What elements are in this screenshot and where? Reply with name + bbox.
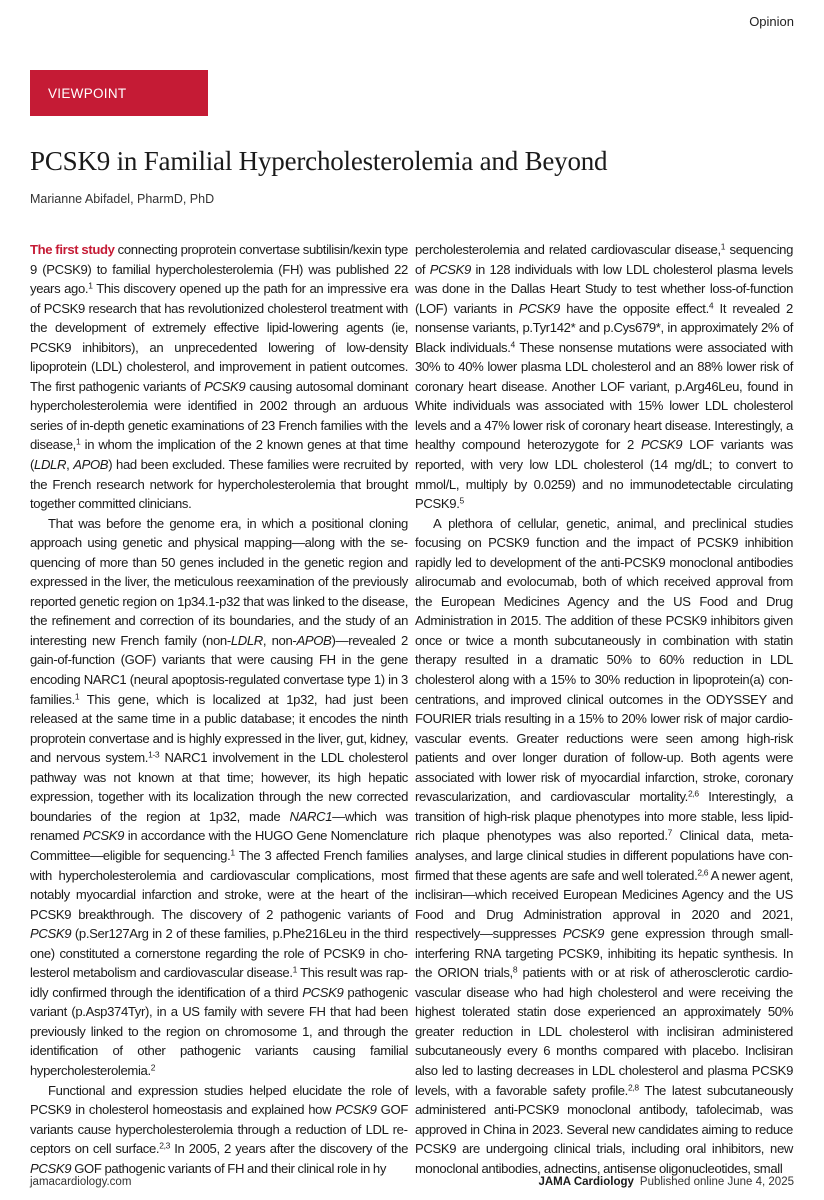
body-paragraph-1: The first study connecting proprotein convertase subtilisin/kexin type 9 (PCSK9) to familial hypercholesterolemia (FH) was published 22 years ago.$^1$ This discovery opened up the path for an impressive era of PCSK9 research that has revolutionized cholesterol treatment with the development of extremely effective lipid-lowering agents (ie, PCSK9 inhibitors), an unprecedented lowering of low-density lipoprotein (LDL) cholesterol, and improvement in patient outcomes. The first pathogenic variants of PCSK9 causing autosomal dominant hypercholesterolemia were identified in 2002 through an arduous series of in-depth genetic examinations of 23 French families with the disease,$^1$ in whom the implication of the 2 known genes at that time (LDLR, APOB) had been excluded. These families were recruited by the French research network for hypercholesterolemia that brought together committed clinicians. xyxy=(30,242,409,512)
body-paragraph-2: That was before the genome era, in which a positional cloning approach using genetic and physical mapping—along with the sequencing of more than 50 genes included in the genetic region and expressed in the liver, the meticulous reexamination of the previously reported genetic region on 1p34.1-p32 that was linked to the disease, the refinement and correction of its boundaries, and the study of an interesting new French family (non-LDLR, non-APOB)—revealed 2 gain-of-function (GOF) variants that were causing FH in the gene encoding NARC1 (neural apoptosis-regulated convertase type 1) in 3 families.$^1$ This gene, which is localized at 1p32, had just been released at the same time in a public database; it encodes the ninth proprotein convertase and is highly expressed in the liver, gut, kidney, and nervous system.$^{1-3}$ NARC1 involvement in the LDL cholesterol pathway was not known at that time; however, its high hepatic expression, together with its localization through the new corrected boundaries of the region at 1p32, made NARC1—which was renamed PCSK9 in accordance with the HUGO Gene Nomenclature Committee—eligible for sequencing.$^1$ The 3 affected French families with hypercholesterolemia and cardiovascular complications, most notably myocardial infarction and stroke, were at the heart of the PCSK9 breakthrough. The discovery of 2 pathogenic variants of PCSK9 (p.Ser127Arg in 2 of these families, p.Phe216Leu in the third one) constituted a cornerstone regarding the role of PCSK9 in cholesterol metabolism and cardiovascular disease.$^1$ This result was rapidly confirmed through the identification of a third PCSK9 pathogenic variant (p.Asp374Tyr), in a US family with severe FH that had been previously linked to the region on chromosome 1, and through the identification of other pathogenic variants causing familial hypercholesterolemia.$^2$ xyxy=(30,515,408,1078)
body-paragraph-4: A plethora of cellular, genetic, animal, and preclinical studies focusing on PCSK9 function and the impact of PCSK9 inhibition rapidly led to development of the anti-PCSK9 monoclonal antibodies alirocumab and evolocumab, both of which received approval from the European Medicines Agency and the US Food and Drug Administration in 2015. The addition of these PCSK9 inhibitors given once or twice a month subcutaneously in combination with statin therapy resulted in a dramatic 50% to 60% reduction in LDL cholesterol along with a 15% to 30% reduction in lipoprotein(a) concentrations, and improved clinical outcomes in the ODYSSEY and FOURIER trials resulting in a 15% to 20% lower risk of major cardiovascular events. Greater reductions were seen among high-risk patients and over longer duration of follow-up. Both agents were associated with lower risk of myocardial infarction, stroke, coronary revascularization, and cardiovascular mortality.$^{2,6}$ Interestingly, a transition of high-risk plaque phenotypes into more stable, less lipid-rich plaque phenotypes was also reported.$^7$ Clinical data, meta-analyses, and large clinical studies in different populations have confirmed that these agents are safe and well tolerated.$^{2,6}$ A newer agent, inclisiran—which received European Medicines Agency and the US Food and Drug Administration approval in 2020 and 2021, respectively—suppresses PCSK9 gene expression through small-interfering RNA targeting PCSK9, inhibiting its hepatic synthesis. In the ORION trials,$^8$ patients with or at risk of atherosclerotic cardiovascular disease who had high cholesterol and were receiving the highest tolerated statin dose experienced an approximately 50% greater reduction in LDL cholesterol with inclisiran administered subcutaneously every 6 months compared with placebo. Inclisiran also led to lasting decreases in LDL cholesterol and plasma PCSK9 levels, with a favorable safety profile.$^{2,8}$ The latest subcutaneously administered anti-PCSK9 monoclonal antibody, tafolecimab, was approved in China in 2023. Several new candidates aiming to reduce PCSK9 are undergoing clinical trials, including oral inhibitors, new monoclonal antibodies, adnectins, antisense oligonucleotides, small xyxy=(415,515,794,1176)
footer-website: jamacardiology.com xyxy=(30,1176,132,1188)
body-paragraph-3-continued: percholesterolemia and related cardiovascular disease,$^1$ sequencing of PCSK9 in 128 individuals with low LDL cholesterol plasma levels was done in the Dallas Heart Study to test whether loss-of-function (LOF) variants in PCSK9 have the opposite effect.$^4$ It revealed 2 nonsense variants, p.Tyr142* and p.Cys679*, in approximately 2% of Black individuals.$^4$ These nonsense mutations were associated with 30% to 40% lower plasma LDL cholesterol and an 88% lower risk of coronary heart disease. Another LOF variant, p.Arg46Leu, found in White individuals was associated with 15% lower LDL cholesterol levels and a 47% lower risk of coronary heart disease. Interestingly, a healthy compound heterozygote for 2 PCSK9 LOF variants was reported, with very low LDL cholesterol (14 mg/dL; to convert to mmol/L, multiply by 0.0259) and no immunodetectable circulating PCSK9.$^5$ xyxy=(415,241,794,512)
publication-date: Published online June 4, 2025 xyxy=(639,1176,794,1188)
body-column-left xyxy=(30,240,408,1178)
journal-name: JAMA Cardiology xyxy=(538,1176,634,1188)
article-title: PCSK9 in Familial Hypercholesterolemia and Beyond xyxy=(30,146,608,176)
footer-journal-info xyxy=(538,1176,794,1188)
lead-in-text: The first study xyxy=(30,242,115,257)
body-paragraph-3: Functional and expression studies helped elucidate the role of PCSK9 in cholesterol homeostasis and explained how PCSK9 GOF variants cause hypercholesterolemia through a reduction of LDL receptors on cell surface.$^{2,3}$ In 2005, 2 years after the discovery of the PCSK9 GOF pathogenic variants of FH and their clinical role in hy xyxy=(30,1082,408,1176)
section-label: Opinion xyxy=(749,14,794,29)
viewpoint-banner: VIEWPOINT xyxy=(30,70,208,116)
author-byline: Marianne Abifadel, PharmD, PhD xyxy=(30,192,215,206)
body-column-right xyxy=(415,240,793,1178)
